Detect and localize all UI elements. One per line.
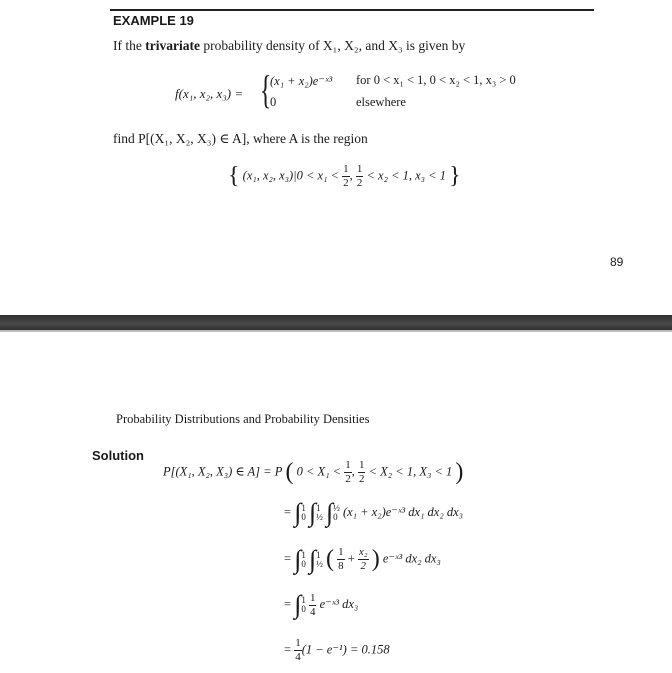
region-half-1: $\frac{1}{2}$ (343, 163, 349, 189)
region-set (228, 163, 461, 190)
solution-line-5 (284, 638, 390, 663)
solution-line-2 (284, 500, 463, 526)
case1-expr: (x₁ + x₂)e⁻ˣ³ (270, 74, 333, 88)
cases-brace: { (259, 67, 272, 112)
line2-integrand: (x₁ + x₂)e⁻ˣ³ dx₁ dx₂ dx₃ (342, 504, 463, 519)
line1-half-1: $\frac{1}{2}$ (345, 459, 351, 485)
line3-limits-2: 1 ½ (316, 549, 323, 569)
example-heading: EXAMPLE 19 (113, 13, 194, 28)
line3-close-paren: ) (371, 546, 380, 572)
line1-open-paren: ( (285, 459, 294, 485)
region-comma: , (349, 168, 353, 183)
line1-inner-left: 0 < X₁ < (296, 464, 342, 479)
integral-sign-icon: ∫ (294, 544, 302, 574)
line3-plus: + (347, 551, 355, 566)
line1-close-paren: ) (455, 459, 464, 485)
line5-result: (1 − e⁻¹) = 0.158 (301, 642, 390, 657)
region-close-brace: } (449, 163, 461, 189)
line1-lhs: P[(X₁, X₂, X₃) ∈ A] = P (163, 464, 283, 479)
line2-limits-3: ½ 0 (333, 503, 340, 522)
line5-frac: $\frac{1}{4}$ (295, 637, 301, 663)
region-open-brace: { (228, 163, 240, 189)
line1-inner-right: < X₂ < 1, X₃ < 1 (368, 464, 453, 479)
integral-sign-icon: ∫ (308, 498, 317, 527)
case2-condition: elsewhere (356, 95, 406, 109)
solution-line-1 (163, 459, 463, 486)
density-lhs: f(x₁, x₂, x₃) = (175, 86, 244, 101)
find-statement: find P[(X₁, X₂, X₃) ∈ A], where A is the region (113, 131, 368, 146)
line4-integrand: e⁻ˣ³ dx₃ (319, 596, 359, 611)
line4-limits: 1 0 (301, 595, 306, 614)
top-rule (110, 9, 594, 11)
intro-pre: If the (113, 38, 142, 53)
page-break-band (0, 315, 672, 331)
line3-equals: = (284, 551, 292, 566)
solution-line-3 (284, 546, 441, 573)
integral-sign-icon: ∫ (294, 590, 302, 619)
line2-limits-1: 1 0 (301, 503, 306, 522)
solution-line-4 (284, 592, 358, 618)
region-half-2: $\frac{1}{2}$ (356, 163, 363, 189)
line4-equals: = (284, 596, 292, 611)
page-break-line (0, 330, 672, 332)
case2-expr: 0 (270, 95, 277, 109)
line3-frac-b: $\frac{\text{x₂}}{2}$ (358, 546, 368, 572)
case1-condition: for 0 < x₁ < 1, 0 < x₂ < 1, x₃ > 0 (356, 73, 516, 87)
integral-sign-icon: ∫ (325, 498, 334, 527)
line2-equals: = (284, 504, 292, 519)
example-intro (113, 38, 465, 54)
line4-frac: $\frac{1}{4}$ (309, 591, 316, 618)
line3-open-paren: ( (325, 546, 334, 572)
intro-bold-word: trivariate (145, 38, 200, 53)
integral-sign-icon: ∫ (294, 498, 302, 527)
region-right: < x₂ < 1, x₃ < 1 (366, 168, 446, 183)
line1-half-2: $\frac{1}{2}$ (358, 459, 365, 485)
intro-post: probability density of X₁, X₂, and X₃ is given by (203, 38, 466, 53)
region-left: (x₁, x₂, x₃)|0 < x₁ < (242, 168, 339, 183)
line2-limits-2: 1 ½ (316, 503, 323, 522)
solution-label: Solution (92, 448, 144, 463)
line3-frac-a: $\frac{1}{8}$ (338, 546, 344, 572)
page-number: 89 (610, 255, 624, 269)
running-header: Probability Distributions and Probability Densities (116, 412, 370, 426)
integral-sign-icon: ∫ (308, 544, 317, 574)
line5-equals: = (284, 642, 292, 657)
line3-limits-1: 1 0 (301, 549, 306, 569)
line1-comma: , (351, 464, 355, 479)
line3-integrand: e⁻ˣ³ dx₂ dx₃ (382, 551, 441, 566)
